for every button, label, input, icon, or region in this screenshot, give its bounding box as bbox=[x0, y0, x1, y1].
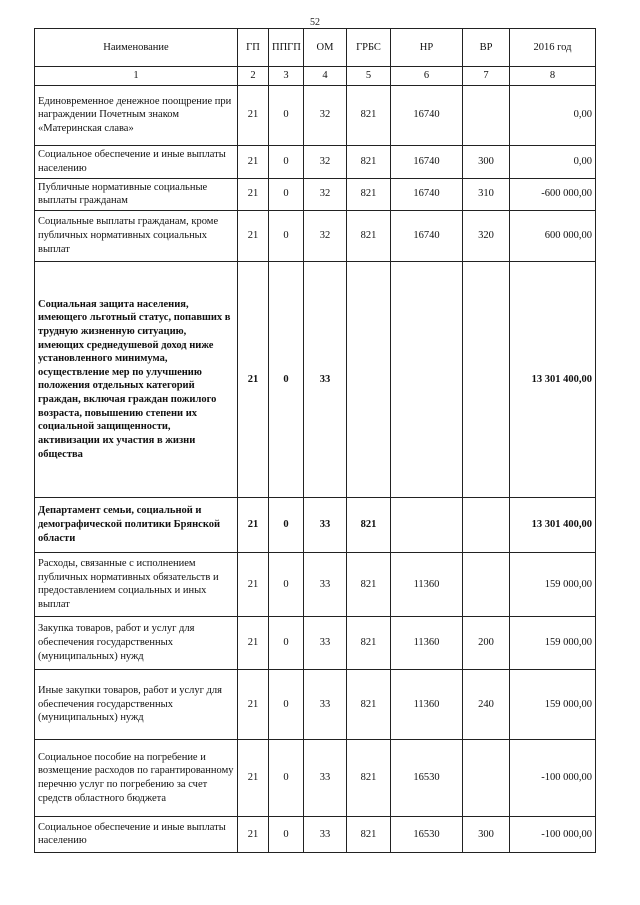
row-name: Единовременное денежное поощрение при награждении Почетным знаком «Материнская слава» bbox=[35, 85, 238, 145]
table-row bbox=[35, 261, 596, 497]
row-name: Публичные нормативные социальные выплаты гражданам bbox=[35, 178, 238, 210]
row-grbs: 821 bbox=[347, 145, 391, 178]
column-index: 6 bbox=[391, 67, 463, 86]
row-pgp: 0 bbox=[269, 739, 304, 816]
row-pgp: 0 bbox=[269, 816, 304, 852]
row-grbs: 821 bbox=[347, 178, 391, 210]
row-name: Социальное обеспечение и иные выплаты населению bbox=[35, 816, 238, 852]
header-year: 2016 год bbox=[510, 29, 596, 67]
row-gp: 21 bbox=[238, 178, 269, 210]
row-pgp: 0 bbox=[269, 145, 304, 178]
column-index: 8 bbox=[510, 67, 596, 86]
row-amount: 159 000,00 bbox=[510, 552, 596, 616]
table-row bbox=[35, 816, 596, 852]
row-vr: 300 bbox=[463, 816, 510, 852]
row-om: 32 bbox=[304, 210, 347, 261]
row-gp: 21 bbox=[238, 669, 269, 739]
row-grbs: 821 bbox=[347, 816, 391, 852]
row-np: 11360 bbox=[391, 552, 463, 616]
row-pgp: 0 bbox=[269, 178, 304, 210]
row-amount: 159 000,00 bbox=[510, 669, 596, 739]
row-amount: 0,00 bbox=[510, 85, 596, 145]
row-np: 16740 bbox=[391, 145, 463, 178]
row-gp: 21 bbox=[238, 616, 269, 669]
row-om: 33 bbox=[304, 552, 347, 616]
row-name: Департамент семьи, социальной и демографической политики Брянской области bbox=[35, 497, 238, 552]
row-name: Социальная защита населения, имеющего льготный статус, попавших в трудную жизненную ситуацию, имеющих среднедушевой доход ниже установленного минимума, осуществление мер по улучшению положения отдельных категорий граждан, включая граждан пожилого возраста, повышению степени их социальной защищенности, активизации их участия в жизни общества bbox=[35, 261, 238, 497]
row-amount: 13 301 400,00 bbox=[510, 497, 596, 552]
row-gp: 21 bbox=[238, 816, 269, 852]
row-om: 33 bbox=[304, 669, 347, 739]
row-pgp: 0 bbox=[269, 669, 304, 739]
row-grbs: 821 bbox=[347, 669, 391, 739]
table-row bbox=[35, 497, 596, 552]
row-np: 16530 bbox=[391, 816, 463, 852]
row-vr bbox=[463, 739, 510, 816]
row-grbs: 821 bbox=[347, 616, 391, 669]
header-grbs: ГРБС bbox=[347, 29, 391, 67]
row-amount: 0,00 bbox=[510, 145, 596, 178]
table-row bbox=[35, 178, 596, 210]
row-name: Закупка товаров, работ и услуг для обеспечения государственных (муниципальных) нужд bbox=[35, 616, 238, 669]
row-grbs: 821 bbox=[347, 552, 391, 616]
row-amount: -600 000,00 bbox=[510, 178, 596, 210]
header-pgp: ППГП bbox=[269, 29, 304, 67]
row-vr bbox=[463, 85, 510, 145]
column-index: 4 bbox=[304, 67, 347, 86]
row-vr: 200 bbox=[463, 616, 510, 669]
row-pgp: 0 bbox=[269, 85, 304, 145]
row-vr bbox=[463, 552, 510, 616]
row-pgp: 0 bbox=[269, 261, 304, 497]
row-np: 11360 bbox=[391, 669, 463, 739]
row-om: 32 bbox=[304, 85, 347, 145]
row-pgp: 0 bbox=[269, 210, 304, 261]
column-index: 7 bbox=[463, 67, 510, 86]
table-row bbox=[35, 616, 596, 669]
row-om: 32 bbox=[304, 178, 347, 210]
row-om: 33 bbox=[304, 497, 347, 552]
header-name: Наименование bbox=[35, 29, 238, 67]
page-number: 52 bbox=[310, 17, 320, 28]
row-pgp: 0 bbox=[269, 497, 304, 552]
row-gp: 21 bbox=[238, 210, 269, 261]
row-vr: 320 bbox=[463, 210, 510, 261]
column-index: 2 bbox=[238, 67, 269, 86]
header-gp: ГП bbox=[238, 29, 269, 67]
row-grbs: 821 bbox=[347, 739, 391, 816]
header-np: НР bbox=[391, 29, 463, 67]
header-row bbox=[35, 29, 596, 67]
column-index: 1 bbox=[35, 67, 238, 86]
row-vr bbox=[463, 261, 510, 497]
row-pgp: 0 bbox=[269, 552, 304, 616]
row-np: 16740 bbox=[391, 210, 463, 261]
row-np: 16740 bbox=[391, 178, 463, 210]
row-np: 16740 bbox=[391, 85, 463, 145]
row-amount: 13 301 400,00 bbox=[510, 261, 596, 497]
column-index: 3 bbox=[269, 67, 304, 86]
row-name: Иные закупки товаров, работ и услуг для обеспечения государственных (муниципальных) нужд bbox=[35, 669, 238, 739]
row-name: Социальное пособие на погребение и возмещение расходов по гарантированному перечню услуг по погребению за счет средств областного бюджета bbox=[35, 739, 238, 816]
row-om: 33 bbox=[304, 739, 347, 816]
row-grbs: 821 bbox=[347, 85, 391, 145]
row-vr: 240 bbox=[463, 669, 510, 739]
row-np bbox=[391, 261, 463, 497]
table-row bbox=[35, 210, 596, 261]
row-gp: 21 bbox=[238, 497, 269, 552]
header-vr: ВР bbox=[463, 29, 510, 67]
row-amount: -100 000,00 bbox=[510, 739, 596, 816]
row-np: 11360 bbox=[391, 616, 463, 669]
row-gp: 21 bbox=[238, 261, 269, 497]
row-name: Социальные выплаты гражданам, кроме публичных нормативных социальных выплат bbox=[35, 210, 238, 261]
header-om: ОМ bbox=[304, 29, 347, 67]
row-amount: -100 000,00 bbox=[510, 816, 596, 852]
row-gp: 21 bbox=[238, 552, 269, 616]
row-om: 33 bbox=[304, 261, 347, 497]
table-row bbox=[35, 85, 596, 145]
row-amount: 600 000,00 bbox=[510, 210, 596, 261]
row-gp: 21 bbox=[238, 739, 269, 816]
row-grbs: 821 bbox=[347, 210, 391, 261]
row-name: Расходы, связанные с исполнением публичных нормативных обязательств и предоставлением социальных и иных выплат bbox=[35, 552, 238, 616]
row-gp: 21 bbox=[238, 145, 269, 178]
column-index-row bbox=[35, 67, 596, 86]
row-vr: 300 bbox=[463, 145, 510, 178]
column-index: 5 bbox=[347, 67, 391, 86]
row-grbs: 821 bbox=[347, 497, 391, 552]
table-row bbox=[35, 552, 596, 616]
row-gp: 21 bbox=[238, 85, 269, 145]
budget-table bbox=[34, 28, 596, 853]
table-row bbox=[35, 145, 596, 178]
row-grbs bbox=[347, 261, 391, 497]
row-np bbox=[391, 497, 463, 552]
table-row bbox=[35, 739, 596, 816]
table-row bbox=[35, 669, 596, 739]
row-amount: 159 000,00 bbox=[510, 616, 596, 669]
row-pgp: 0 bbox=[269, 616, 304, 669]
row-name: Социальное обеспечение и иные выплаты населению bbox=[35, 145, 238, 178]
row-om: 32 bbox=[304, 145, 347, 178]
row-vr: 310 bbox=[463, 178, 510, 210]
row-om: 33 bbox=[304, 816, 347, 852]
row-vr bbox=[463, 497, 510, 552]
row-om: 33 bbox=[304, 616, 347, 669]
row-np: 16530 bbox=[391, 739, 463, 816]
